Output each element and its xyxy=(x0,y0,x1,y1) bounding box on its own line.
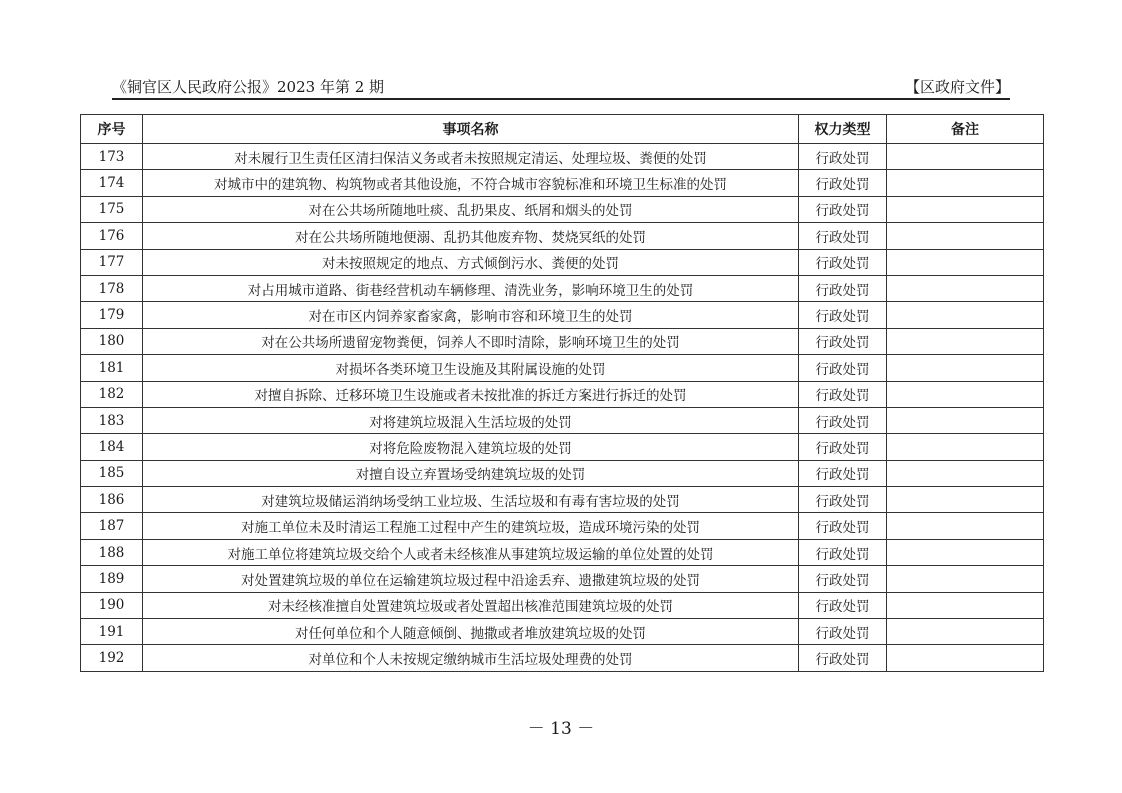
item-name-cell: 对将危险废物混入建筑垃圾的处罚 xyxy=(143,434,799,460)
table-row xyxy=(81,249,1044,275)
item-name-cell: 对在公共场所遗留宠物粪便，饲养人不即时清除，影响环境卫生的处罚 xyxy=(143,328,799,354)
item-name-cell: 对将建筑垃圾混入生活垃圾的处罚 xyxy=(143,407,799,433)
table-header-row xyxy=(81,115,1044,144)
item-name-cell: 对建筑垃圾储运消纳场受纳工业垃圾、生活垃圾和有毒有害垃圾的处罚 xyxy=(143,487,799,513)
remarks-cell xyxy=(887,407,1044,433)
column-header-item-name: 事项名称 xyxy=(143,115,799,144)
item-name-cell: 对处置建筑垃圾的单位在运输建筑垃圾过程中沿途丢弃、遗撒建筑垃圾的处罚 xyxy=(143,566,799,592)
remarks-cell xyxy=(887,381,1044,407)
power-type-cell: 行政处罚 xyxy=(799,407,887,433)
item-name-cell: 对在公共场所随地便溺、乱扔其他废弃物、焚烧冥纸的处罚 xyxy=(143,223,799,249)
power-type-cell: 行政处罚 xyxy=(799,487,887,513)
row-number-cell: 174 xyxy=(81,170,143,196)
row-number-cell: 186 xyxy=(81,487,143,513)
remarks-cell xyxy=(887,645,1044,671)
remarks-cell xyxy=(887,144,1044,170)
row-number-cell: 176 xyxy=(81,223,143,249)
row-number-cell: 192 xyxy=(81,645,143,671)
item-name-cell: 对占用城市道路、街巷经营机动车辆修理、清洗业务，影响环境卫生的处罚 xyxy=(143,275,799,301)
row-number-cell: 183 xyxy=(81,407,143,433)
remarks-cell xyxy=(887,592,1044,618)
power-type-cell: 行政处罚 xyxy=(799,170,887,196)
table-row xyxy=(81,328,1044,354)
table-row xyxy=(81,275,1044,301)
item-name-cell: 对在市区内饲养家畜家禽，影响市容和环境卫生的处罚 xyxy=(143,302,799,328)
item-name-cell: 对任何单位和个人随意倾倒、抛撒或者堆放建筑垃圾的处罚 xyxy=(143,619,799,645)
row-number-cell: 187 xyxy=(81,513,143,539)
powers-table xyxy=(80,114,1044,672)
item-name-cell: 对未履行卫生责任区清扫保洁义务或者未按照规定清运、处理垃圾、粪便的处罚 xyxy=(143,144,799,170)
power-type-cell: 行政处罚 xyxy=(799,513,887,539)
item-name-cell: 对施工单位将建筑垃圾交给个人或者未经核准从事建筑垃圾运输的单位处置的处罚 xyxy=(143,539,799,565)
table-row xyxy=(81,355,1044,381)
item-name-cell: 对城市中的建筑物、构筑物或者其他设施，不符合城市容貌标准和环境卫生标准的处罚 xyxy=(143,170,799,196)
table-row xyxy=(81,302,1044,328)
item-name-cell: 对损坏各类环境卫生设施及其附属设施的处罚 xyxy=(143,355,799,381)
remarks-cell xyxy=(887,328,1044,354)
row-number-cell: 182 xyxy=(81,381,143,407)
item-name-cell: 对在公共场所随地吐痰、乱扔果皮、纸屑和烟头的处罚 xyxy=(143,196,799,222)
power-type-cell: 行政处罚 xyxy=(799,566,887,592)
power-type-cell: 行政处罚 xyxy=(799,302,887,328)
remarks-cell xyxy=(887,513,1044,539)
item-name-cell: 对未经核准擅自处置建筑垃圾或者处置超出核准范围建筑垃圾的处罚 xyxy=(143,592,799,618)
item-name-cell: 对擅自设立弃置场受纳建筑垃圾的处罚 xyxy=(143,460,799,486)
table-row xyxy=(81,592,1044,618)
remarks-cell xyxy=(887,302,1044,328)
power-type-cell: 行政处罚 xyxy=(799,539,887,565)
row-number-cell: 188 xyxy=(81,539,143,565)
table-row xyxy=(81,407,1044,433)
row-number-cell: 173 xyxy=(81,144,143,170)
row-number-cell: 177 xyxy=(81,249,143,275)
remarks-cell xyxy=(887,223,1044,249)
power-type-cell: 行政处罚 xyxy=(799,275,887,301)
table-row xyxy=(81,487,1044,513)
page-number: － 13 － xyxy=(527,719,595,739)
table-row xyxy=(81,381,1044,407)
remarks-cell xyxy=(887,170,1044,196)
power-type-cell: 行政处罚 xyxy=(799,144,887,170)
power-type-cell: 行政处罚 xyxy=(799,355,887,381)
row-number-cell: 180 xyxy=(81,328,143,354)
table-row xyxy=(81,170,1044,196)
table-row xyxy=(81,223,1044,249)
table-row xyxy=(81,619,1044,645)
row-number-cell: 175 xyxy=(81,196,143,222)
column-header-remarks: 备注 xyxy=(887,115,1044,144)
table-row xyxy=(81,513,1044,539)
power-type-cell: 行政处罚 xyxy=(799,223,887,249)
power-type-cell: 行政处罚 xyxy=(799,249,887,275)
row-number-cell: 185 xyxy=(81,460,143,486)
page-header xyxy=(112,76,1010,100)
row-number-cell: 178 xyxy=(81,275,143,301)
remarks-cell xyxy=(887,275,1044,301)
item-name-cell: 对擅自拆除、迁移环境卫生设施或者未按批准的拆迁方案进行拆迁的处罚 xyxy=(143,381,799,407)
row-number-cell: 179 xyxy=(81,302,143,328)
item-name-cell: 对单位和个人未按规定缴纳城市生活垃圾处理费的处罚 xyxy=(143,645,799,671)
remarks-cell xyxy=(887,434,1044,460)
column-header-power-type: 权力类型 xyxy=(799,115,887,144)
power-type-cell: 行政处罚 xyxy=(799,619,887,645)
remarks-cell xyxy=(887,539,1044,565)
remarks-cell xyxy=(887,566,1044,592)
column-header-number: 序号 xyxy=(81,115,143,144)
item-name-cell: 对施工单位未及时清运工程施工过程中产生的建筑垃圾，造成环境污染的处罚 xyxy=(143,513,799,539)
table-row xyxy=(81,645,1044,671)
table-row xyxy=(81,434,1044,460)
table-row xyxy=(81,144,1044,170)
power-type-cell: 行政处罚 xyxy=(799,592,887,618)
publication-title: 《铜官区人民政府公报》2023 年第 2 期 xyxy=(112,78,385,96)
row-number-cell: 191 xyxy=(81,619,143,645)
table-row xyxy=(81,460,1044,486)
remarks-cell xyxy=(887,196,1044,222)
remarks-cell xyxy=(887,249,1044,275)
row-number-cell: 190 xyxy=(81,592,143,618)
section-label: 【区政府文件】 xyxy=(904,78,1010,96)
remarks-cell xyxy=(887,619,1044,645)
power-type-cell: 行政处罚 xyxy=(799,434,887,460)
remarks-cell xyxy=(887,460,1044,486)
power-type-cell: 行政处罚 xyxy=(799,328,887,354)
table-row xyxy=(81,196,1044,222)
remarks-cell xyxy=(887,355,1044,381)
item-name-cell: 对未按照规定的地点、方式倾倒污水、粪便的处罚 xyxy=(143,249,799,275)
power-type-cell: 行政处罚 xyxy=(799,381,887,407)
row-number-cell: 184 xyxy=(81,434,143,460)
power-type-cell: 行政处罚 xyxy=(799,645,887,671)
remarks-cell xyxy=(887,487,1044,513)
row-number-cell: 189 xyxy=(81,566,143,592)
table-row xyxy=(81,566,1044,592)
row-number-cell: 181 xyxy=(81,355,143,381)
power-type-cell: 行政处罚 xyxy=(799,196,887,222)
power-type-cell: 行政处罚 xyxy=(799,460,887,486)
table-row xyxy=(81,539,1044,565)
